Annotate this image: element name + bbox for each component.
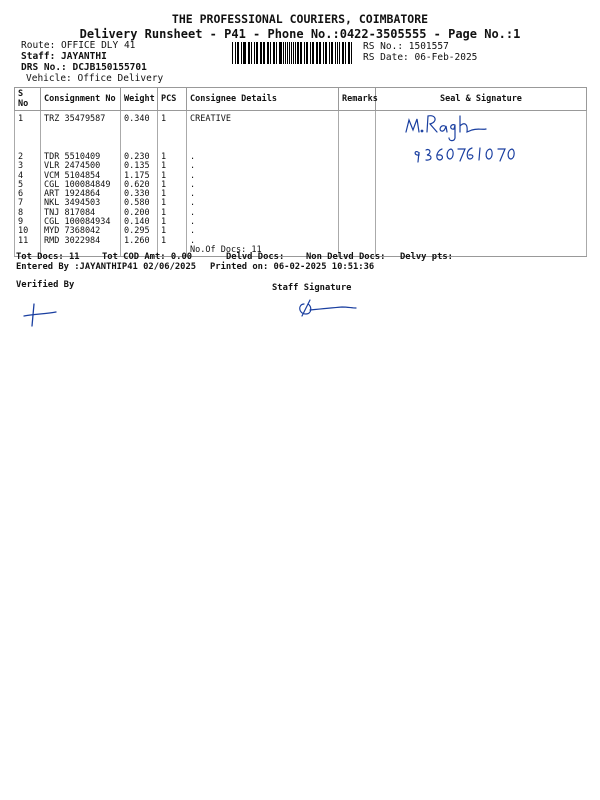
cell-consignment: NKL 3494503 — [41, 199, 121, 208]
cell-weight: 0.330 — [121, 190, 158, 199]
cell-weight: 0.230 — [121, 153, 158, 162]
cell-consignment: ART 1924864 — [41, 190, 121, 199]
runsheet-title: Delivery Runsheet - P41 - Phone No.:0422-3505555 - Page No.:1 — [79, 27, 521, 41]
cell-sno: 9 — [15, 218, 41, 227]
cell-weight: 0.140 — [121, 218, 158, 227]
barcode — [232, 42, 354, 64]
cell-remarks — [339, 199, 376, 208]
cell-remarks — [339, 227, 376, 236]
cell-weight: 0.295 — [121, 227, 158, 236]
cell-seal-signature — [376, 181, 587, 190]
cell-pcs: 1 — [158, 209, 187, 218]
delivered-docs: Delvd Docs: — [226, 252, 285, 262]
cell-seal-signature — [376, 172, 587, 181]
cell-weight: 1.175 — [121, 172, 158, 181]
cell-remarks — [339, 181, 376, 190]
cell-consignment: VLR 2474500 — [41, 162, 121, 171]
cell-seal-signature — [376, 218, 587, 227]
cell-consignment: CGL 100084849 — [41, 181, 121, 190]
cell-details: . — [187, 218, 339, 227]
drs-number: DRS No.: DCJB150155701 — [21, 62, 147, 73]
company-name: THE PROFESSIONAL COURIERS, COIMBATORE — [171, 12, 429, 26]
cell-consignment: CGL 100084934 — [41, 218, 121, 227]
table-row — [15, 199, 587, 208]
cell-weight: 0.340 — [121, 111, 158, 154]
cell-details: . — [187, 153, 339, 162]
cell-pcs: 1 — [158, 199, 187, 208]
cell-remarks — [339, 190, 376, 199]
cell-weight: 0.580 — [121, 199, 158, 208]
cell-details: . — [187, 172, 339, 181]
cell-details: . — [187, 227, 339, 236]
cell-details: . — [187, 209, 339, 218]
cell-remarks — [339, 172, 376, 181]
cell-remarks — [339, 162, 376, 171]
cell-sno: 11 — [15, 237, 41, 246]
cell-consignment: TNJ 817084 — [41, 209, 121, 218]
route: Route: OFFICE DLY 41 — [21, 40, 136, 51]
cell-seal-signature — [376, 199, 587, 208]
cell-consignment: TDR 5510409 — [41, 153, 121, 162]
verified-by: Verified By — [16, 280, 75, 290]
cell-pcs: 1 — [158, 227, 187, 236]
cell-seal-signature — [376, 237, 587, 246]
cell-details: . — [187, 190, 339, 199]
tot-cod-amount: Tot COD Amt: 0.00 — [102, 252, 193, 262]
cell-sno: 5 — [15, 181, 41, 190]
cell-sno: 6 — [15, 190, 41, 199]
cell-consignment: VCM 5104854 — [41, 172, 121, 181]
non-delivered-docs: Non Delvd Docs: — [306, 252, 386, 262]
cell-pcs: 1 — [158, 237, 187, 246]
col-consignment: Consignment No — [41, 88, 121, 111]
cell-consignment: RMD 3022984 — [41, 237, 121, 246]
cell-pcs: 1 — [158, 218, 187, 227]
cell-sno: 3 — [15, 162, 41, 171]
table-row — [15, 227, 587, 236]
cell-pcs: 1 — [158, 111, 187, 154]
cell-details: CREATIVE — [187, 111, 339, 154]
cell-sno: 4 — [15, 172, 41, 181]
cell-seal-signature — [376, 227, 587, 236]
cell-details: . — [187, 162, 339, 171]
cell-weight: 0.620 — [121, 181, 158, 190]
rs-number: RS No.: 1501557 — [363, 41, 449, 52]
vehicle: Vehicle: Office Delivery — [26, 73, 164, 84]
cell-pcs: 1 — [158, 162, 187, 171]
col-remarks: Remarks — [339, 88, 376, 111]
cell-seal-signature — [376, 209, 587, 218]
cell-sno: 8 — [15, 209, 41, 218]
verifier-signature — [22, 300, 66, 330]
printed-on: Printed on: 06-02-2025 10:51:36 — [210, 262, 375, 272]
table-row — [15, 190, 587, 199]
cell-remarks — [339, 218, 376, 227]
table-footer-row — [15, 246, 587, 257]
handwritten-receiver-note — [400, 108, 530, 168]
cell-remarks — [339, 237, 376, 246]
cell-weight: 1.260 — [121, 237, 158, 246]
col-seal-signature: Seal & Signature — [376, 88, 587, 111]
staff: Staff: JAYANTHI — [21, 51, 107, 62]
cell-weight: 0.135 — [121, 162, 158, 171]
cell-pcs: 1 — [158, 153, 187, 162]
rs-date: RS Date: 06-Feb-2025 — [363, 52, 478, 63]
cell-remarks — [339, 209, 376, 218]
cell-weight: 0.200 — [121, 209, 158, 218]
staff-signature-label: Staff Signature — [272, 283, 352, 293]
col-weight: Weight — [121, 88, 158, 111]
no-of-docs: No.Of Docs: 11 — [187, 246, 339, 257]
cell-remarks — [339, 153, 376, 162]
cell-pcs: 1 — [158, 181, 187, 190]
cell-sno: 7 — [15, 199, 41, 208]
col-pcs: PCS — [158, 88, 187, 111]
tot-docs: Tot Docs: 11 — [16, 252, 80, 262]
cell-details: . — [187, 199, 339, 208]
cell-seal-signature — [376, 190, 587, 199]
table-row — [15, 237, 587, 246]
table-row — [15, 181, 587, 190]
cell-pcs: 1 — [158, 172, 187, 181]
cell-sno: 1 — [15, 111, 41, 154]
cell-pcs: 1 — [158, 190, 187, 199]
cell-consignment: MYD 7368042 — [41, 227, 121, 236]
col-sno: S No — [15, 88, 41, 111]
staff-signature — [296, 298, 360, 320]
cell-remarks — [339, 111, 376, 154]
cell-sno: 10 — [15, 227, 41, 236]
cell-details: . — [187, 181, 339, 190]
table-row — [15, 218, 587, 227]
cell-consignment: TRZ 35479587 — [41, 111, 121, 154]
cell-details: . — [187, 237, 339, 246]
entered-by: Entered By :JAYANTHIP41 02/06/2025 — [16, 262, 197, 272]
col-consignee: Consignee Details — [187, 88, 339, 111]
cell-sno: 2 — [15, 153, 41, 162]
delivery-points: Delvy pts: — [400, 252, 453, 262]
